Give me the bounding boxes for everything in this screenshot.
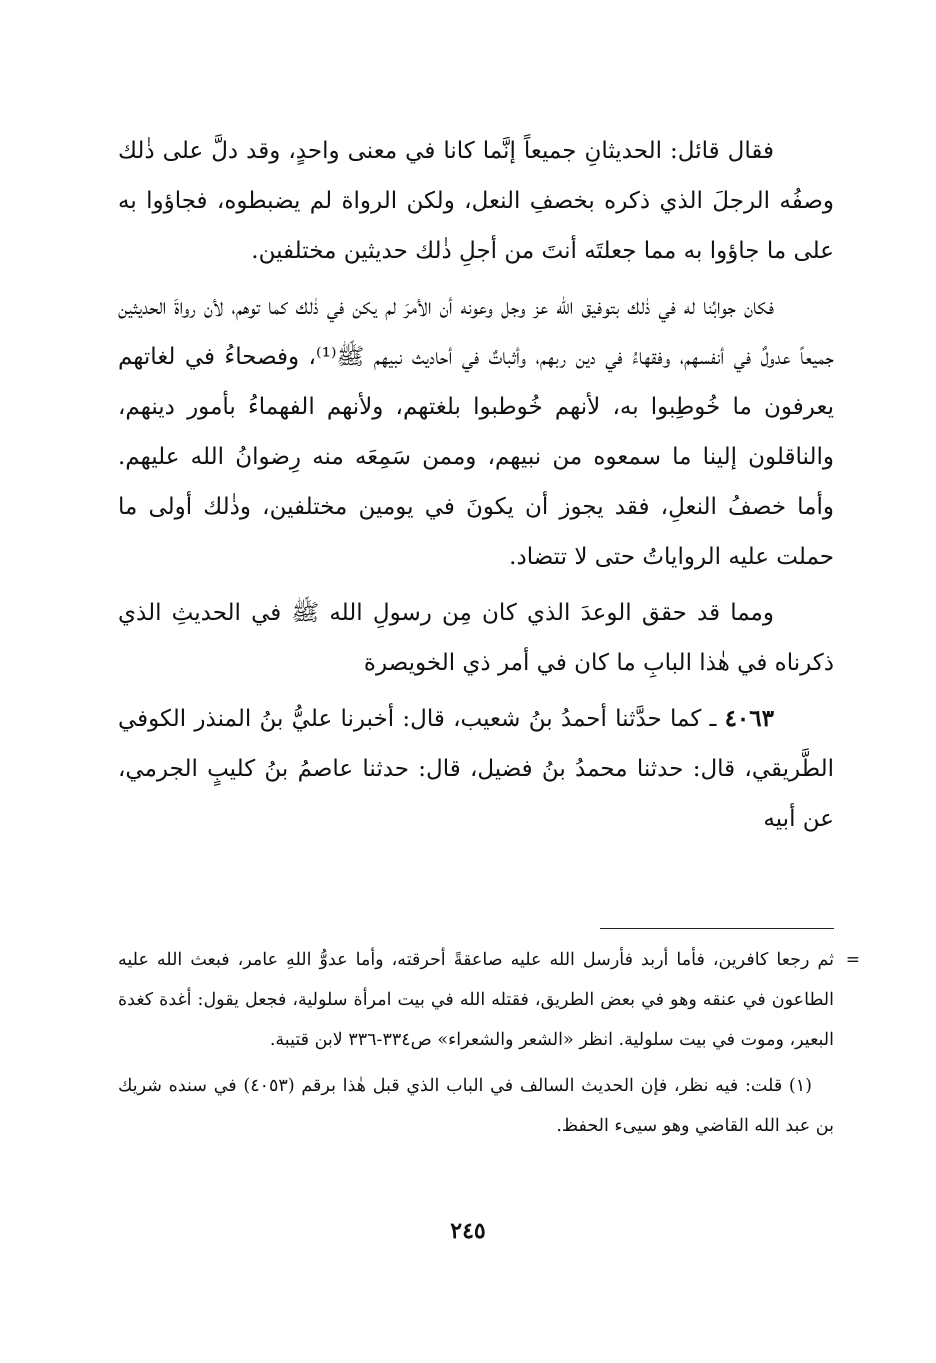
- footnotes: [118, 940, 860, 1146]
- hadith-number: ٤٠٦٣: [724, 705, 774, 732]
- footnote-continuation-text: ثم رجعا كافرين، فأما أربد فأرسل الله عليه صاعقةً أحرقته، وأما عدوُّ اللهِ عامر، فبعث الله عليه الطاعون في عنقه وهو في بعض الطريق، فقتله الله في بيت امرأة سلولية، فجعل يقول: أغدة كغدة البعير، وموت في بيت سلولية. انظر «الشعر والشعراء» ص٣٣٤-٣٣٦ لابن قتيبة.: [118, 950, 834, 1050]
- paragraph-dhul-khuwaysira: ومما قد حقق الوعدَ الذي كان مِن رسولِ الله ﷺ في الحديثِ الذي ذكرناه في هٰذا البابِ ما كان في أمر ذي الخويصرة: [118, 600, 834, 676]
- footnote-separator: [600, 928, 834, 929]
- paragraph-objection: فقال قائل: الحديثانِ جميعاً إنَّما كانا في معنى واحدٍ، وقد دلَّ على ذٰلك وصفُه الرجلَ الذي ذكره بخصفِ النعل، ولكن الرواة لم يضبطوه، فجاؤوا به على ما جاؤوا به مما جعلتَه أنتَ من أجلِ ذٰلك حديثين مختلفين.: [118, 138, 834, 264]
- footnote-continuation: [118, 940, 860, 1060]
- paragraph-answer: فكان جوابُنا له في ذٰلك بتوفيق الله عز وجل وعونه أن الأمرَ لم يكن في ذٰلك كما توهم، لأن رواةَ الحديثين جميعاً عدولٌ في أنفسهم، وفقهاءُ في دين ربهم، وأثباتٌ في أحاديث نبيهم ﷺ⁽¹⁾، وفصحاءُ في لغاتهم يعرفون ما خُوطِبوا به، لأنهم خُوطبوا بلغتهم، ولأنهم الفهماءُ بأمور دينهم، والناقلون إلينا ما سمعوه من نبيهم، وممن سَمِعَه منه رِضوانُ الله عليهم. وأما خصفُ النعلِ، فقد يجوز أن يكونَ في يومين مختلفين، وذٰلك أولى ما حملت عليه الرواياتُ حتى لا تتضاد.: [118, 294, 835, 570]
- footnote-1: (١) قلت: فيه نظر، فإن الحديث السالف في الباب الذي قبل هٰذا برقم (٤٠٥٣) في سنده شريك بن عبد الله القاضي وهو سيىء الحفظ.: [118, 1076, 834, 1136]
- page-number: ٢٤٥: [450, 1218, 486, 1244]
- main-text: [118, 126, 834, 844]
- hadith-isnad: ـ كما حدَّثنا أحمدُ بنُ شعيب، قال: أخبرنا عليُّ بنُ المنذر الكوفي الطَّريقي، قال: حدثنا محمدُ بنُ فضيل، قال: حدثنا عاصمُ بنُ كليبٍ الجرمي، عن أبيه: [118, 706, 834, 832]
- continuation-mark: =: [845, 950, 860, 970]
- hadith-paragraph: [118, 694, 834, 844]
